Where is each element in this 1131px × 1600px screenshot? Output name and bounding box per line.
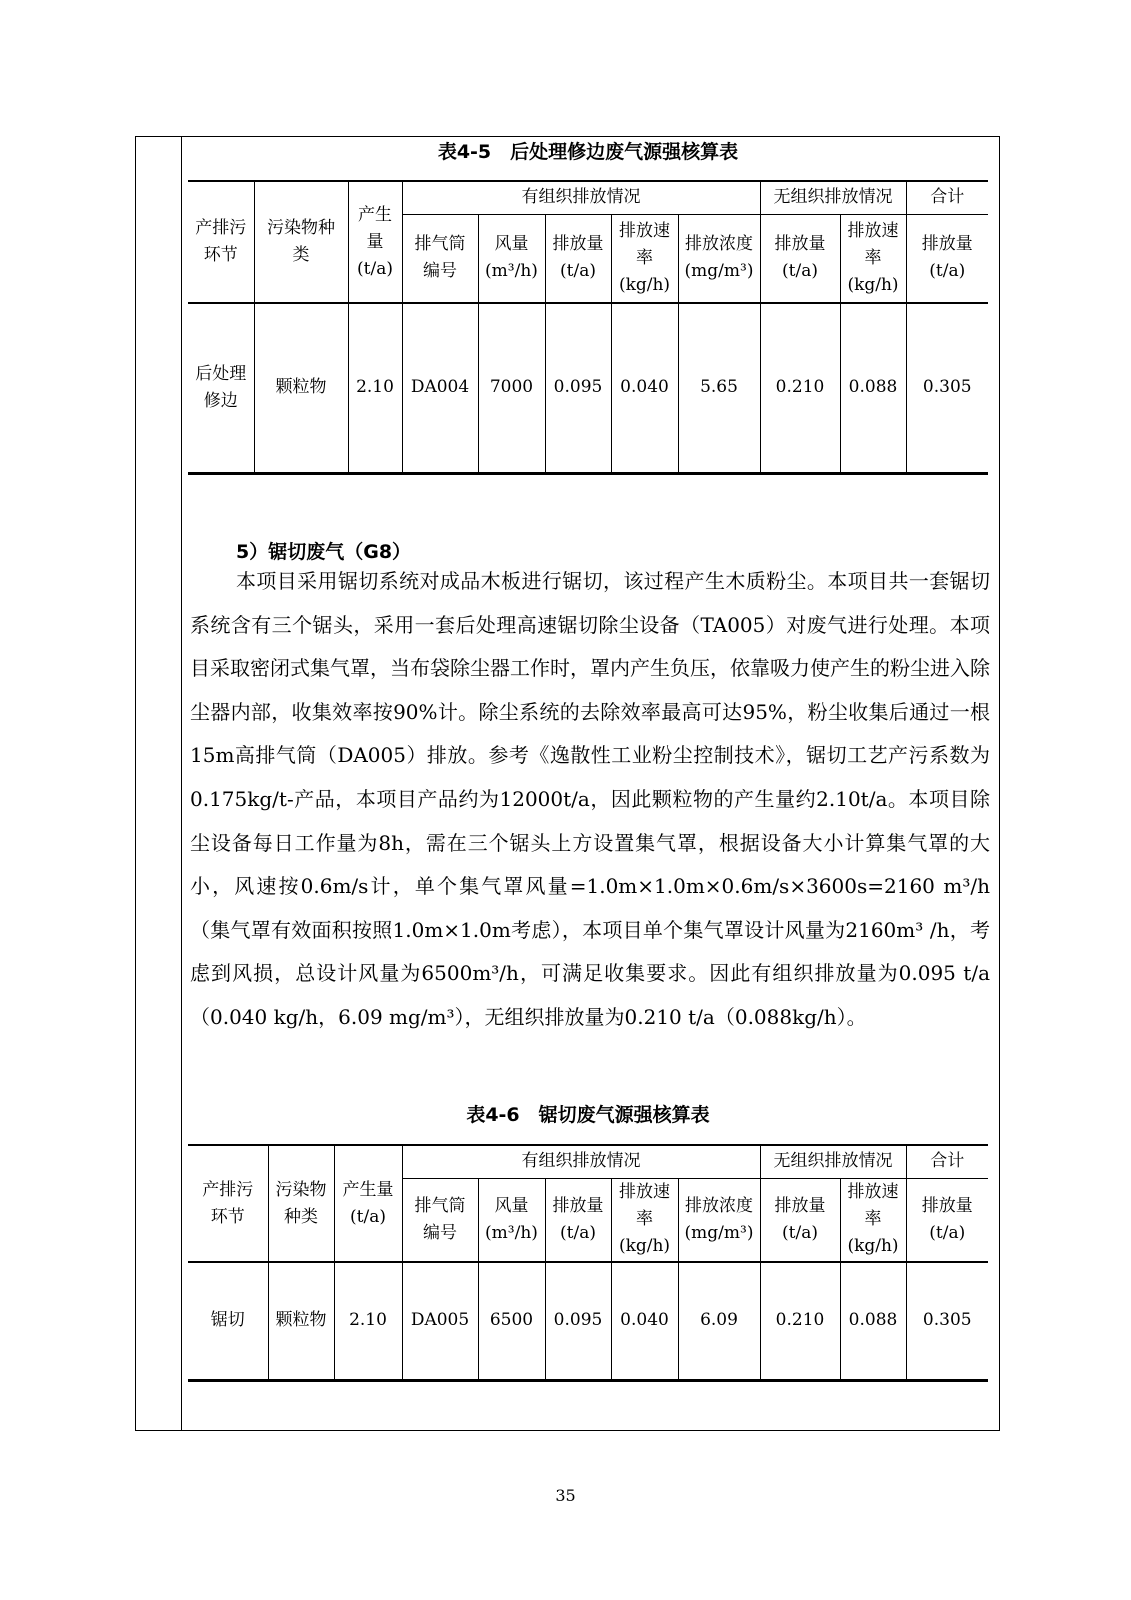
cell-flow: 6500 bbox=[478, 1262, 545, 1380]
header-t-emis: 排放量 (t/a) bbox=[906, 214, 988, 303]
cell-conc: 5.65 bbox=[678, 303, 760, 473]
cell-produce: 2.10 bbox=[334, 1262, 402, 1380]
header-total: 合计 bbox=[906, 1145, 988, 1178]
header-organized: 有组织排放情况 bbox=[402, 181, 760, 214]
body-paragraph: 本项目采用锯切系统对成品木板进行锯切，该过程产生木质粉尘。本项目共一套锯切系统含有三个锯头，采用一套后处理高速锯切除尘设备（TA005）对废气进行处理。本项目采取密闭式集气罩，当布袋除尘器工作时，罩内产生负压，依靠吸力使产生的粉尘进入除尘器内部，收集效率按90%计。除尘系统的去除效率最高可达95%，粉尘收集后通过一根15m高排气筒（DA005）排放。参考《逸散性工业粉尘控制技术》，锯切工艺产污系数为0.175kg/t-产品，本项目产品约为12000t/a，因此颗粒物的产生量约2.10t/a。本项目除尘设备每日工作量为8h，需在三个锯头上方设置集气罩，根据设备大小计算集气罩的大小，风速按0.6m/s计，单个集气罩风量=1.0m×1.0m×0.6m/s×3600s=2160 m³/h（集气罩有效面积按照1.0m×1.0m考虑），本项目单个集气罩设计风量为2160m³ /h，考虑到风损，总设计风量为6500m³/h，可满足收集要求。因此有组织排放量为0.095 t/a（0.040 kg/h，6.09 mg/m³），无组织排放量为0.210 t/a（0.088kg/h）。 bbox=[190, 569, 990, 1029]
header-t-emis: 排放量 (t/a) bbox=[906, 1178, 988, 1262]
table-4-6 bbox=[188, 1144, 988, 1382]
cell-pollutant: 颗粒物 bbox=[268, 1262, 334, 1380]
cell-u-emis: 0.210 bbox=[760, 1262, 840, 1380]
table-4-5 bbox=[188, 180, 988, 475]
header-rate: 排放速 率(kg/h) bbox=[611, 1178, 678, 1262]
table-row bbox=[188, 1262, 988, 1380]
cell-flow: 7000 bbox=[478, 303, 545, 473]
table-4-5-title: 表4-5 后处理修边废气源强核算表 bbox=[437, 141, 739, 163]
header-link: 产排污 环节 bbox=[188, 1145, 268, 1262]
cell-rate: 0.040 bbox=[611, 303, 678, 473]
header-u-rate: 排放速 率 (kg/h) bbox=[840, 1178, 906, 1262]
header-u-emis: 排放量 (t/a) bbox=[760, 214, 840, 303]
cell-emis: 0.095 bbox=[545, 303, 611, 473]
header-emis: 排放量 (t/a) bbox=[545, 214, 611, 303]
page-number: 35 bbox=[555, 1486, 576, 1505]
header-stack: 排气筒 编号 bbox=[402, 1178, 478, 1262]
header-flow: 风量 (m³/h) bbox=[478, 214, 545, 303]
section-heading: 5）锯切废气（G8） bbox=[236, 541, 412, 563]
cell-stack: DA005 bbox=[402, 1262, 478, 1380]
header-pollutant: 污染物种 类 bbox=[254, 181, 348, 303]
header-rate: 排放速 率(kg/h) bbox=[611, 214, 678, 303]
header-link: 产排污 环节 bbox=[188, 181, 254, 303]
cell-rate: 0.040 bbox=[611, 1262, 678, 1380]
cell-total: 0.305 bbox=[906, 1262, 988, 1380]
header-produce: 产生 量 (t/a) bbox=[348, 181, 402, 303]
header-unorganized: 无组织排放情况 bbox=[760, 1145, 906, 1178]
cell-conc: 6.09 bbox=[678, 1262, 760, 1380]
table-4-6-title: 表4-6 锯切废气源强核算表 bbox=[466, 1104, 710, 1126]
header-conc: 排放浓度 (mg/m³) bbox=[678, 214, 760, 303]
header-organized: 有组织排放情况 bbox=[402, 1145, 760, 1178]
cell-u-rate: 0.088 bbox=[840, 1262, 906, 1380]
header-u-emis: 排放量 (t/a) bbox=[760, 1178, 840, 1262]
frame-left-column bbox=[181, 137, 182, 1430]
cell-link: 锯切 bbox=[188, 1262, 268, 1380]
header-u-rate: 排放速 率 (kg/h) bbox=[840, 214, 906, 303]
header-flow: 风量 (m³/h) bbox=[478, 1178, 545, 1262]
header-conc: 排放浓度 (mg/m³) bbox=[678, 1178, 760, 1262]
header-total: 合计 bbox=[906, 181, 988, 214]
cell-produce: 2.10 bbox=[348, 303, 402, 473]
cell-link: 后处理 修边 bbox=[188, 303, 254, 473]
header-unorganized: 无组织排放情况 bbox=[760, 181, 906, 214]
cell-u-rate: 0.088 bbox=[840, 303, 906, 473]
cell-emis: 0.095 bbox=[545, 1262, 611, 1380]
header-produce: 产生量 (t/a) bbox=[334, 1145, 402, 1262]
header-stack: 排气筒 编号 bbox=[402, 214, 478, 303]
cell-u-emis: 0.210 bbox=[760, 303, 840, 473]
table-row bbox=[188, 303, 988, 473]
cell-pollutant: 颗粒物 bbox=[254, 303, 348, 473]
header-pollutant: 污染物 种类 bbox=[268, 1145, 334, 1262]
cell-stack: DA004 bbox=[402, 303, 478, 473]
header-emis: 排放量 (t/a) bbox=[545, 1178, 611, 1262]
cell-total: 0.305 bbox=[906, 303, 988, 473]
